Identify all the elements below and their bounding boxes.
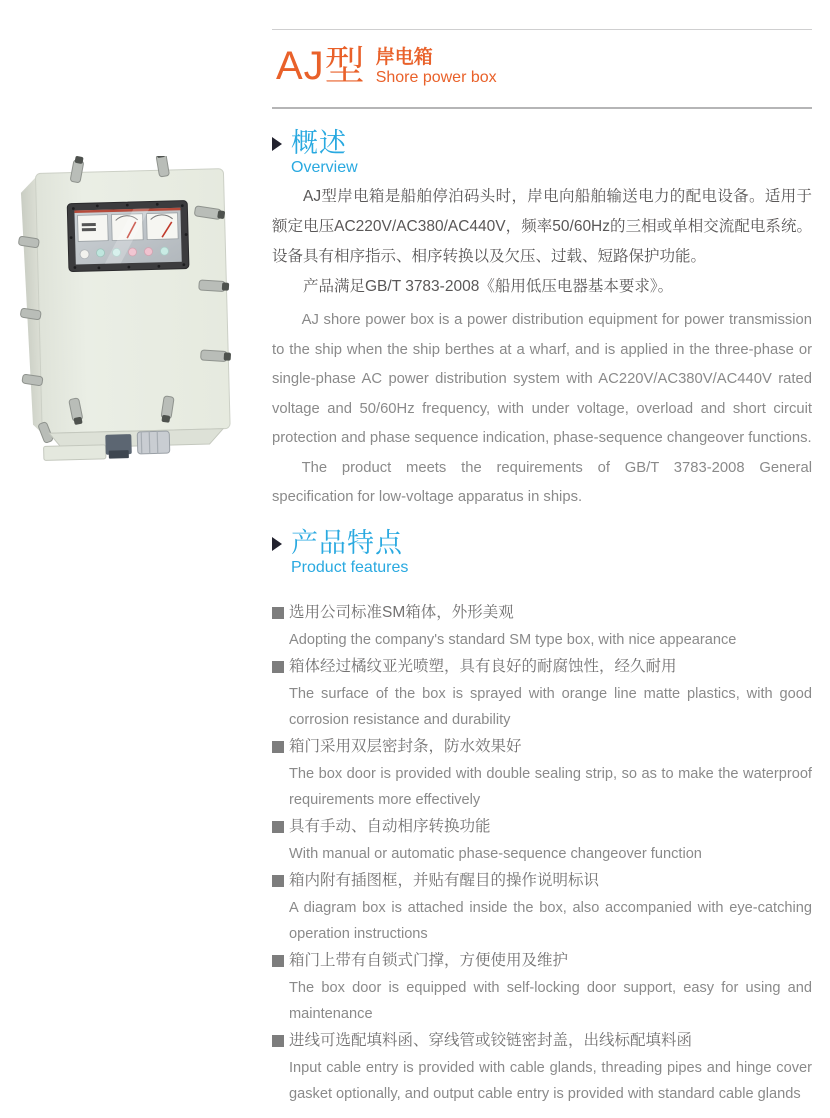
overview-en-paragraph: AJ shore power box is a power distribution equipment for power transmission to the ship when the ship berthes at a wharf, and is applied in the three-phase or single-phase AC power distribution system with AC220V/AC380V/AC440V rated voltage and 50/60Hz frequency, with under voltage, overload and short circuit protection and phase sequence indication, phase-sequence changeover functions.: [272, 312, 812, 446]
features-heading-cn: 产品特点: [291, 528, 403, 558]
square-bullet-icon: [272, 821, 284, 833]
feature-item: [272, 653, 812, 733]
feature-title-row: [272, 653, 812, 681]
feature-desc-en: The box door is equipped with self-locking door support, easy for using and maintenance: [289, 980, 812, 1022]
square-bullet-icon: [272, 607, 284, 619]
feature-title-cn: 箱门上带有自锁式门撑，方便使用及维护: [289, 952, 569, 969]
overview-english-text: [272, 306, 812, 513]
feature-item: [272, 947, 812, 1027]
feature-title-row: [272, 599, 812, 627]
cabinet: [16, 156, 234, 461]
feature-desc-en: A diagram box is attached inside the box, also accompanied with eye-catching operation instructions: [289, 900, 812, 942]
section-features-heading: [272, 529, 408, 578]
feature-title-cn: 箱内附有插图框，并贴有醒目的操作说明标识: [289, 872, 600, 889]
feature-title-row: [272, 867, 812, 895]
feature-title-row: [272, 947, 812, 975]
feature-desc-en: The box door is provided with double sealing strip, so as to make the waterproof requirements more effectively: [289, 766, 812, 808]
feature-desc-en: The surface of the box is sprayed with orange line matte plastics, with good corrosion resistance and durability: [289, 686, 812, 728]
overview-en-paragraph: The product meets the requirements of GB/T 3783-2008 General specification for low-voltage apparatus in ships.: [272, 459, 812, 505]
product-name-en: Shore power box: [375, 69, 497, 86]
feature-item: [272, 733, 812, 813]
feature-list: [272, 599, 812, 1107]
feature-desc-en: With manual or automatic phase-sequence changeover function: [289, 846, 702, 862]
page-title: [276, 44, 497, 88]
cable-glands: [43, 429, 224, 461]
product-name-cn: 岸电箱: [375, 47, 433, 68]
feature-title-cn: 选用公司标准SM箱体，外形美观: [289, 604, 514, 621]
product-title-sub: [376, 44, 497, 88]
feature-title-row: [272, 1027, 812, 1055]
square-bullet-icon: [272, 741, 284, 753]
feature-title-cn: 箱门采用双层密封条，防水效果好: [289, 738, 522, 755]
top-divider-line: [272, 29, 812, 30]
feature-item: [272, 599, 812, 653]
arrow-right-icon: [272, 537, 282, 551]
feature-title-row: [272, 733, 812, 761]
feature-desc-en: Input cable entry is provided with cable glands, threading pipes and hinge cover gasket optionally, and output cable entry is provided with standard cable glands: [289, 1060, 812, 1102]
arrow-right-icon: [272, 137, 282, 151]
meter-panel: [67, 201, 189, 272]
feature-title-cn: 进线可选配填料函、穿线管或铰链密封盖，出线标配填料函: [289, 1032, 693, 1049]
overview-chinese-text: [272, 182, 812, 302]
square-bullet-icon: [272, 955, 284, 967]
feature-item: [272, 1027, 812, 1107]
feature-desc-en: Adopting the company's standard SM type box, with nice appearance: [289, 632, 737, 648]
overview-heading-cn: 概述: [291, 128, 347, 158]
overview-cn-paragraph: 产品满足GB/T 3783-2008《船用低压电器基本要求》。: [303, 278, 674, 295]
features-heading-en: Product features: [291, 559, 409, 576]
feature-item: [272, 867, 812, 947]
section-overview-heading: [272, 129, 358, 178]
feature-item: [272, 813, 812, 867]
shore-power-box-illustration: [10, 156, 256, 462]
square-bullet-icon: [272, 661, 284, 673]
overview-cn-paragraph: AJ型岸电箱是船舶停泊码头时，岸电向船舶输送电力的配电设备。适用于额定电压AC220V/AC380/AC440V，频率50/60Hz的三相或单相交流配电系统。设备具有相序指示、相序转换以及欠压、过载、短路保护功能。: [272, 188, 812, 265]
feature-title-row: [272, 813, 812, 841]
square-bullet-icon: [272, 1035, 284, 1047]
product-photo: [10, 156, 256, 462]
title-divider-line: [272, 107, 812, 109]
product-model: AJ型: [276, 44, 366, 88]
square-bullet-icon: [272, 875, 284, 887]
overview-heading-en: Overview: [291, 159, 358, 176]
feature-title-cn: 具有手动、自动相序转换功能: [289, 818, 491, 835]
feature-title-cn: 箱体经过橘纹亚光喷塑，具有良好的耐腐蚀性，经久耐用: [289, 658, 677, 675]
